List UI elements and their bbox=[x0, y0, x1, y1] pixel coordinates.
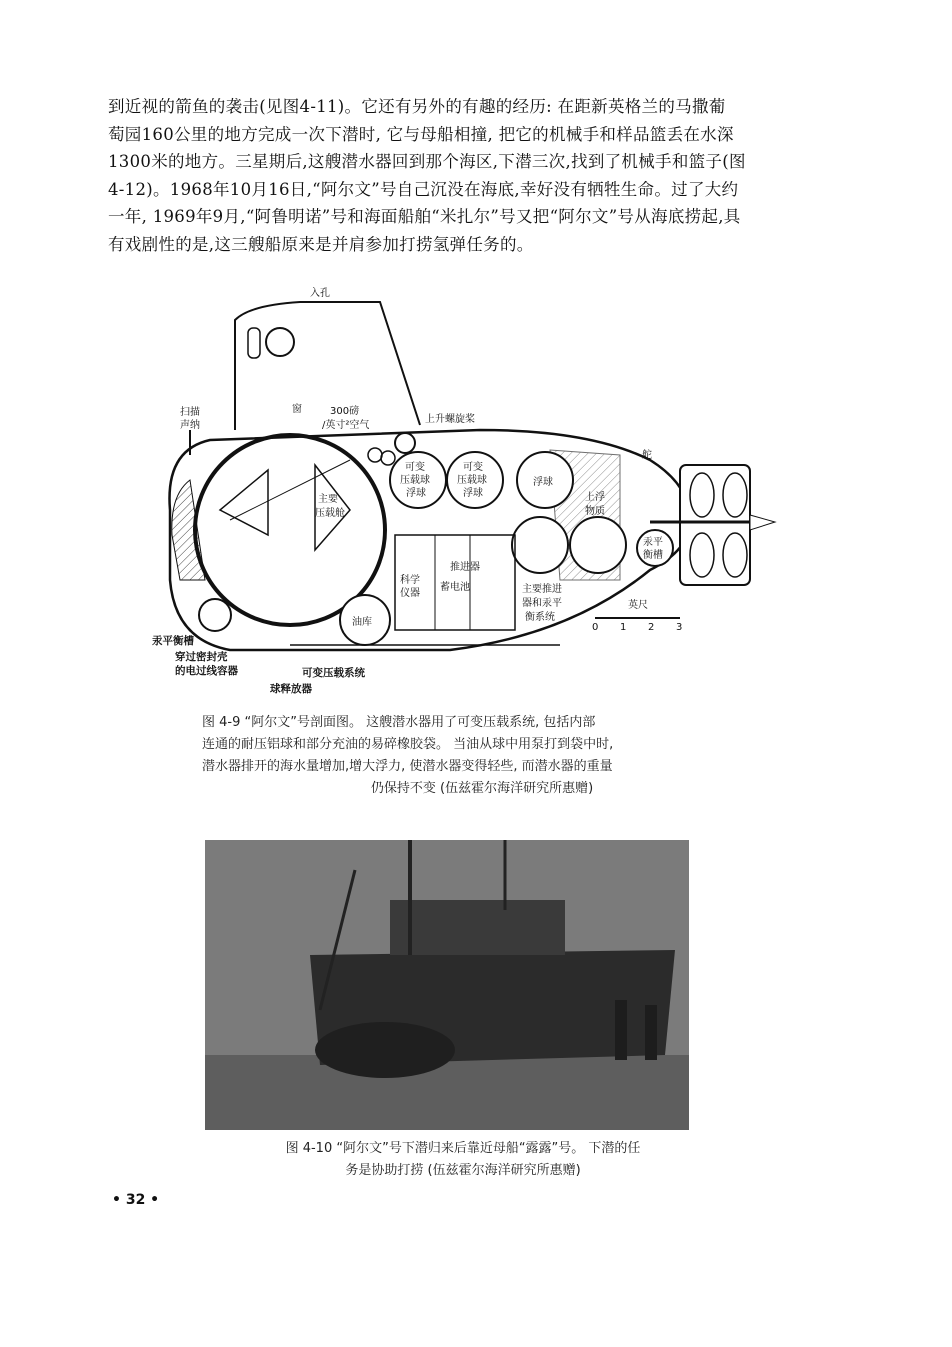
text-line: 1300米的地方。三星期后,这艘潜水器回到那个海区,下潜三次,找到了机械手和篮子(图 bbox=[108, 152, 746, 171]
label-instruments: 科学 bbox=[400, 575, 420, 586]
label-penetrator: 穿过密封壳 bbox=[175, 651, 228, 663]
crew-figure bbox=[615, 1000, 627, 1060]
label-hatch: 入孔 bbox=[310, 288, 330, 299]
label-main-thruster: 器和汞平 bbox=[522, 598, 562, 609]
caption-line: 连通的耐压铝球和部分充油的易碎橡胶袋。 当油从球中用泵打到袋中时, bbox=[202, 737, 614, 752]
label-lift-prop: 上升螺旋桨 bbox=[425, 414, 475, 425]
scale-tick: 1 bbox=[620, 622, 627, 633]
text-line: 萄园160公里的地方完成一次下潜时, 它与母船相撞, 把它的机械手和样品篮丢在水深 bbox=[108, 124, 734, 144]
text-line: 到近视的箭鱼的袭击(见图4-11)。它还有另外的有趣的经历: 在距新英格兰的马撒葡 bbox=[108, 97, 726, 116]
caption-line: 图 4-9 “阿尔文”号剖面图。 这艘潜水器用了可变压载系统, 包括内部 bbox=[202, 715, 596, 730]
text-line: 有戏剧性的是,这三艘船原来是并肩参加打捞氢弹任务的。 bbox=[108, 234, 534, 254]
label-main-ballast: 主要 bbox=[318, 494, 338, 505]
trim-tank-fwd bbox=[199, 599, 231, 631]
scale-tick: 3 bbox=[676, 622, 683, 633]
label-buoyancy: 物质 bbox=[585, 506, 605, 517]
scale-tick: 2 bbox=[648, 622, 655, 633]
tail-fin-frame bbox=[680, 465, 750, 585]
caption-line: 潜水器排开的海水量增加,增大浮力, 使潜水器变得轻些, 而潜水器的重量 bbox=[202, 759, 613, 774]
label-oil: 油库 bbox=[352, 617, 372, 628]
body-paragraph bbox=[108, 93, 820, 258]
float-sphere bbox=[512, 517, 568, 573]
crew-figure bbox=[645, 1005, 657, 1060]
caption-line: 仍保持不变 (伍兹霍尔海洋研究所惠赠) bbox=[370, 781, 594, 796]
submarine-alvin bbox=[315, 1022, 455, 1078]
float-sphere bbox=[570, 517, 626, 573]
label-battery: 蓄电池 bbox=[440, 582, 470, 593]
label-float: 浮球 bbox=[533, 477, 553, 488]
label-vb-system: 可变压载系统 bbox=[302, 667, 365, 679]
label-main-thruster: 衡系统 bbox=[525, 612, 555, 623]
photo-sea bbox=[205, 1055, 689, 1130]
label-scan-sonar: 声纳 bbox=[180, 420, 200, 431]
ship-photo-drawing bbox=[205, 840, 689, 1130]
label-rudder: 舵 bbox=[642, 450, 652, 461]
label-buoyancy: 上浮 bbox=[585, 492, 605, 503]
propeller-cone bbox=[750, 515, 775, 530]
figure2-caption bbox=[228, 1138, 698, 1182]
figure1-caption bbox=[202, 712, 762, 800]
text-line: 一年, 1969年9月,“阿鲁明诺”号和海面船舶“米扎尔”号又把“阿尔文”号从海底捞起,具 bbox=[108, 207, 741, 226]
label-air: /英寸²空气 bbox=[322, 420, 370, 431]
page-number: • 32 • bbox=[112, 1192, 160, 1208]
label-main-thruster: 主要推进 bbox=[522, 584, 562, 595]
label-vb-sphere: 压载球 bbox=[400, 475, 430, 486]
label-trim-aft: 汞平 bbox=[643, 537, 663, 548]
submarine-cross-section-diagram bbox=[150, 280, 800, 700]
label-vb-sphere: 可变 bbox=[463, 462, 483, 473]
caption-line: 务是协助打捞 (伍兹霍尔海洋研究所惠赠) bbox=[345, 1163, 581, 1178]
label-vb-sphere: 压载球 bbox=[457, 475, 487, 486]
scale-tick: 0 bbox=[592, 622, 599, 633]
label-instruments: 仪器 bbox=[400, 588, 420, 599]
label-window: 窗 bbox=[292, 404, 302, 415]
label-thruster: 推进器 bbox=[450, 562, 480, 573]
label-scale: 英尺 bbox=[628, 600, 648, 611]
text-line: 4-12)。1968年10月16日,“阿尔文”号自己沉没在海底,幸好没有牺牲生命。过了大约 bbox=[108, 179, 739, 199]
label-vb-sphere: 浮球 bbox=[406, 488, 426, 499]
label-penetrator: 的电过线容器 bbox=[175, 665, 238, 677]
ship-superstructure bbox=[390, 900, 565, 955]
caption-line: 图 4-10 “阿尔文”号下潜归来后靠近母船“露露”号。 下潜的任 bbox=[285, 1141, 641, 1156]
label-main-ballast: 压载舱 bbox=[315, 508, 345, 519]
ship-photo bbox=[205, 840, 689, 1130]
sail-outline bbox=[235, 302, 420, 430]
label-trim-aft: 衡槽 bbox=[643, 550, 663, 561]
label-sphere-release: 球释放器 bbox=[270, 683, 312, 695]
label-scan-sonar: 扫描 bbox=[180, 407, 200, 418]
label-trim-fwd: 汞平衡槽 bbox=[152, 635, 194, 647]
label-vb-sphere: 可变 bbox=[405, 462, 425, 473]
label-air: 300磅 bbox=[330, 406, 360, 417]
label-vb-sphere: 浮球 bbox=[463, 488, 483, 499]
